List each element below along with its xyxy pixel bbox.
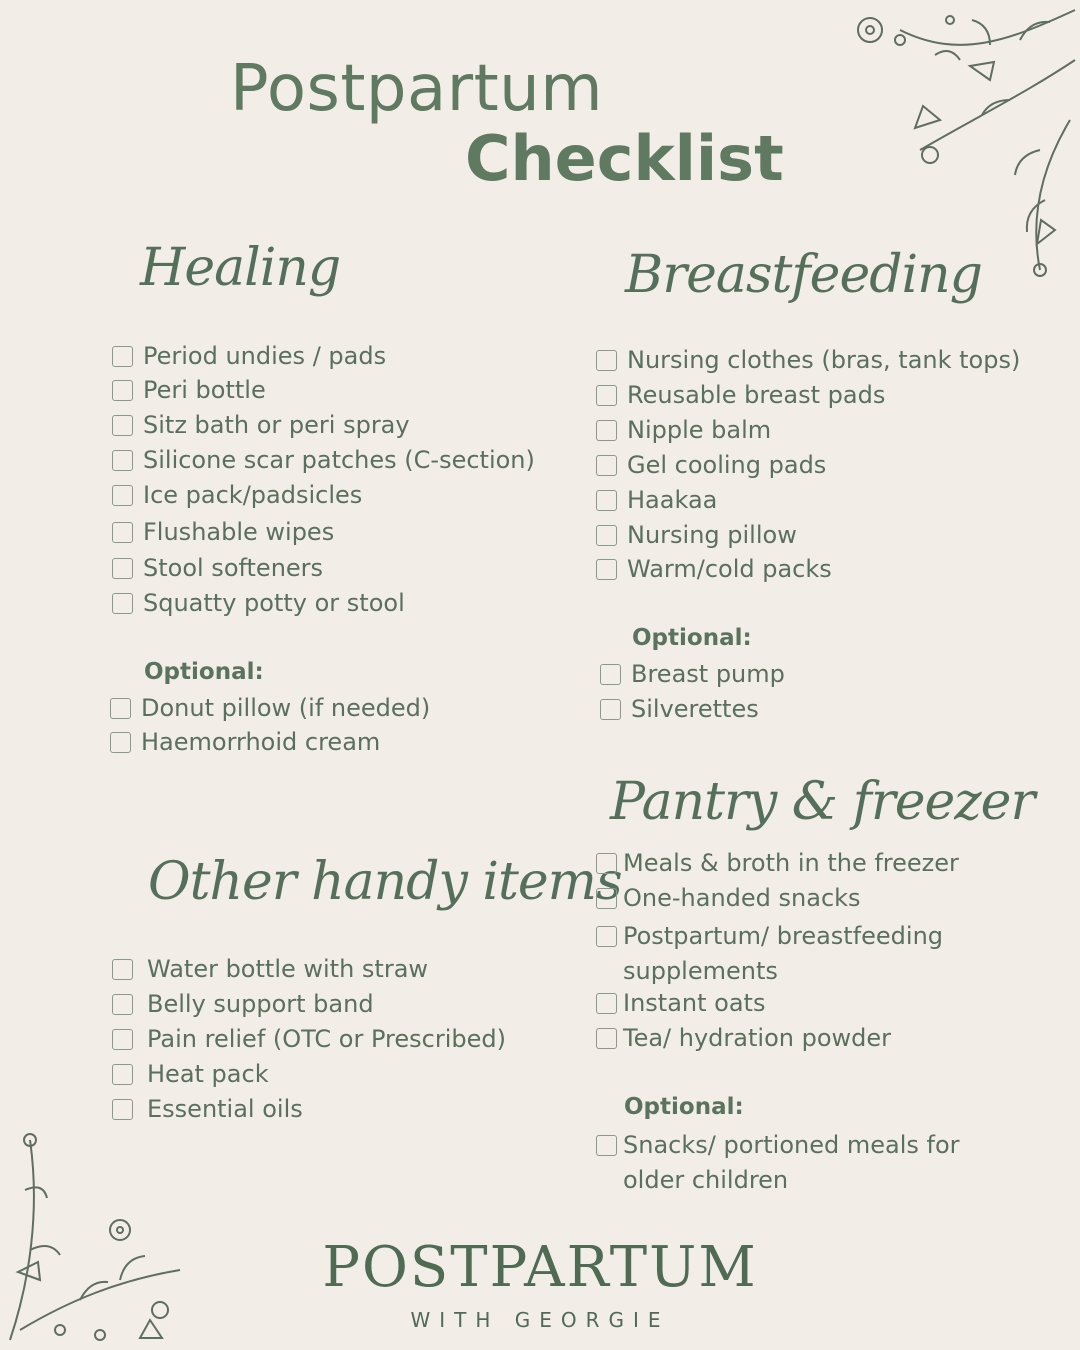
checkbox[interactable]: [112, 450, 133, 471]
checkbox[interactable]: [596, 1135, 617, 1156]
checklist-item[interactable]: [112, 342, 386, 371]
checklist-item[interactable]: [596, 521, 797, 550]
checklist-item-label: Pain relief (OTC or Prescribed): [147, 1025, 506, 1053]
checklist-item-label: Squatty potty or stool: [143, 589, 405, 617]
checklist-item-label: Tea/ hydration powder: [623, 1024, 892, 1052]
healing-optional-label: Optional:: [144, 659, 264, 685]
checkbox[interactable]: [112, 522, 133, 543]
checklist-item[interactable]: [596, 486, 717, 515]
checklist-item[interactable]: [112, 1060, 269, 1089]
checklist-item-label: Gel cooling pads: [627, 451, 827, 479]
checklist-item[interactable]: [112, 481, 362, 510]
checklist-item[interactable]: [112, 376, 266, 405]
checklist-item[interactable]: [112, 446, 535, 475]
checklist-item-label: Essential oils: [147, 1095, 303, 1123]
brand-subtitle: WITH GEORGIE: [410, 1308, 670, 1332]
checklist-item[interactable]: [596, 849, 959, 878]
checklist-item[interactable]: [600, 660, 785, 689]
checkbox[interactable]: [112, 994, 133, 1015]
checklist-item-label: Instant oats: [623, 989, 766, 1017]
checklist-item-label: Peri bottle: [143, 376, 266, 404]
checklist-item-label: Postpartum/ breastfeeding supplements: [623, 922, 944, 985]
checklist-item-label: Silicone scar patches (C-section): [143, 446, 535, 474]
checklist-item-label: Donut pillow (if needed): [141, 694, 431, 722]
checkbox[interactable]: [112, 1064, 133, 1085]
other-heading: Other handy items: [148, 852, 622, 912]
checklist-item-label: Water bottle with straw: [147, 955, 429, 983]
checkbox[interactable]: [596, 993, 617, 1014]
checkbox[interactable]: [596, 350, 617, 371]
pantry-heading: Pantry & freezer: [610, 772, 1035, 832]
breastfeeding-optional-label: Optional:: [632, 625, 752, 651]
checklist-item[interactable]: [112, 1025, 506, 1054]
checkbox[interactable]: [110, 732, 131, 753]
checklist-item[interactable]: [112, 554, 323, 583]
checklist-item[interactable]: [110, 728, 380, 757]
checkbox[interactable]: [112, 1099, 133, 1120]
checklist-item[interactable]: [600, 695, 759, 724]
checkbox[interactable]: [110, 698, 131, 719]
breastfeeding-heading: Breastfeeding: [625, 245, 982, 305]
checkbox[interactable]: [596, 525, 617, 546]
title-line-2: Checklist: [465, 122, 784, 195]
checklist-item[interactable]: [596, 451, 826, 480]
checklist-item[interactable]: [596, 919, 986, 989]
checklist-item-label: Breast pump: [631, 660, 785, 688]
checkbox[interactable]: [112, 380, 133, 401]
checklist-item[interactable]: [112, 518, 334, 547]
checkbox[interactable]: [596, 455, 617, 476]
checklist-item-label: Meals & broth in the freezer: [623, 849, 959, 877]
checklist-item-label: Heat pack: [147, 1060, 269, 1088]
checklist-item[interactable]: [596, 1024, 891, 1053]
checklist-item[interactable]: [596, 346, 1020, 375]
checklist-item-label: Period undies / pads: [143, 342, 387, 370]
checkbox[interactable]: [596, 559, 617, 580]
checklist-item[interactable]: [112, 955, 428, 984]
pantry-optional-label: Optional:: [624, 1094, 744, 1120]
checklist-item-label: Ice pack/padsicles: [143, 481, 363, 509]
checklist-item-label: Nipple balm: [627, 416, 772, 444]
checklist-item[interactable]: [112, 411, 410, 440]
healing-heading: Healing: [140, 238, 341, 298]
checklist-item-label: Flushable wipes: [143, 518, 335, 546]
checklist-item-label: Belly support band: [147, 990, 374, 1018]
checklist-item[interactable]: [112, 990, 374, 1019]
checklist-item-label: Haakaa: [627, 486, 718, 514]
checkbox[interactable]: [596, 385, 617, 406]
checklist-item-label: Haemorrhoid cream: [141, 728, 381, 756]
checkbox[interactable]: [112, 346, 133, 367]
checkbox[interactable]: [600, 699, 621, 720]
floral-branch-icon: [0, 1130, 190, 1350]
checkbox[interactable]: [596, 888, 617, 909]
checkbox[interactable]: [596, 853, 617, 874]
checklist-item-label: Nursing clothes (bras, tank tops): [627, 346, 1021, 374]
checklist-item[interactable]: [112, 1095, 303, 1124]
checklist-item[interactable]: [596, 1128, 996, 1198]
checkbox[interactable]: [596, 420, 617, 441]
checklist-item[interactable]: [596, 381, 885, 410]
checkbox[interactable]: [112, 1029, 133, 1050]
checklist-item[interactable]: [596, 989, 765, 1018]
checklist-item[interactable]: [596, 555, 832, 584]
checklist-item-label: Silverettes: [631, 695, 759, 723]
checklist-item-label: Stool softeners: [143, 554, 324, 582]
checkbox[interactable]: [112, 593, 133, 614]
checkbox[interactable]: [600, 664, 621, 685]
checkbox[interactable]: [112, 558, 133, 579]
checklist-item[interactable]: [596, 416, 771, 445]
checkbox[interactable]: [112, 415, 133, 436]
brand-logo: POSTPARTUM: [322, 1235, 758, 1300]
title-line-1: Postpartum: [230, 52, 604, 126]
checklist-item-label: Nursing pillow: [627, 521, 797, 549]
checklist-item-label: Sitz bath or peri spray: [143, 411, 410, 439]
checklist-item[interactable]: [110, 694, 430, 723]
checkbox[interactable]: [112, 485, 133, 506]
checklist-item-label: Warm/cold packs: [627, 555, 832, 583]
checkbox[interactable]: [596, 1028, 617, 1049]
checklist-item-label: Snacks/ portioned meals for older children: [623, 1131, 960, 1194]
checkbox[interactable]: [596, 490, 617, 511]
checklist-item-label: One-handed snacks: [623, 884, 861, 912]
checklist-item[interactable]: [112, 589, 405, 618]
checkbox[interactable]: [112, 959, 133, 980]
checkbox[interactable]: [596, 926, 617, 947]
checklist-item-label: Reusable breast pads: [627, 381, 886, 409]
checklist-item[interactable]: [596, 884, 861, 913]
